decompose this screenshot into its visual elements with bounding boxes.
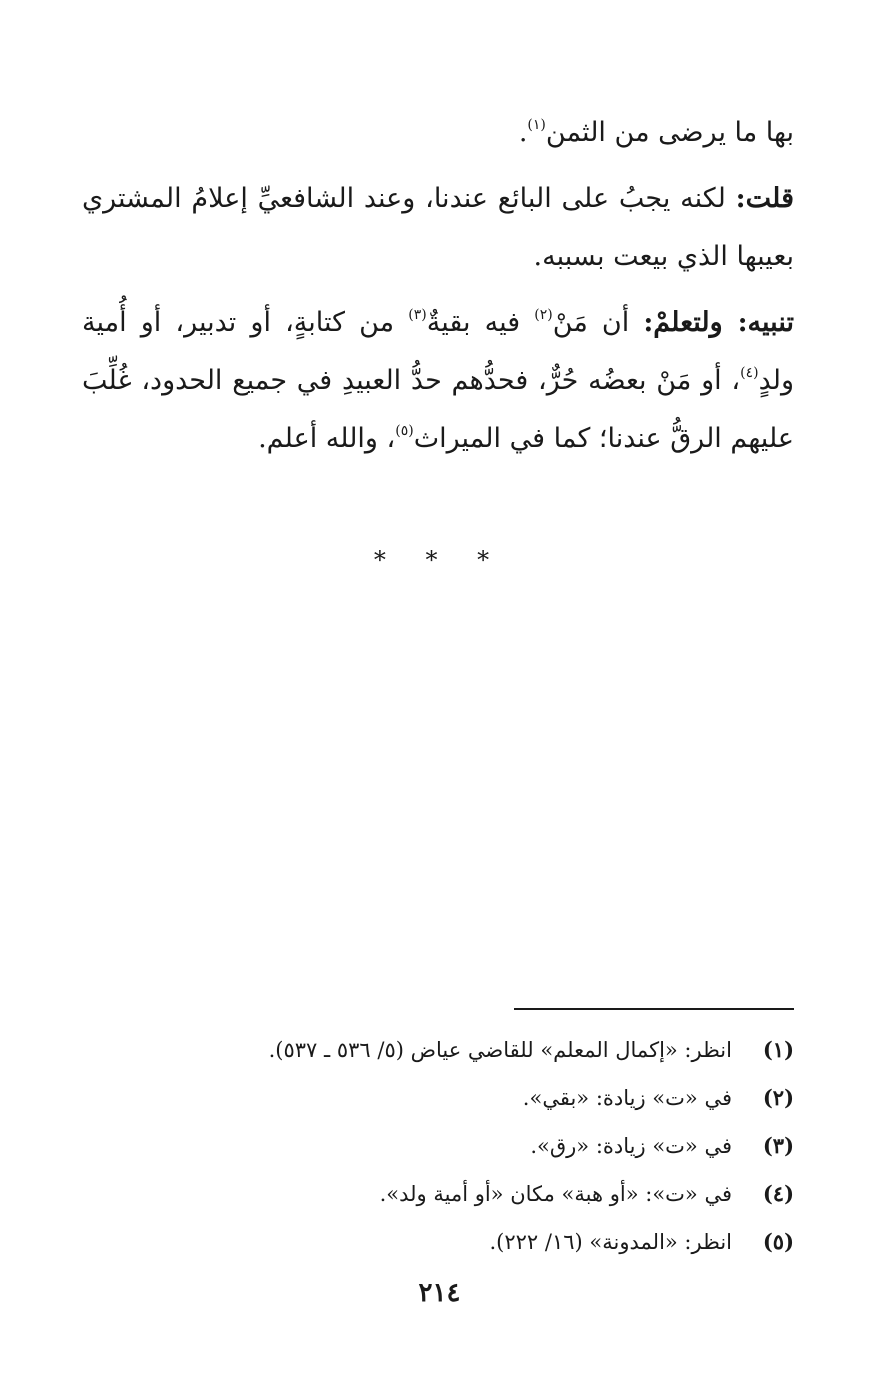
- paragraph-2: [82, 170, 794, 286]
- footnote-number: (٤): [762, 1181, 794, 1206]
- footnote-divider: [514, 1008, 794, 1010]
- footnotes: [150, 1030, 794, 1270]
- footnote-ref-2: (٢): [534, 307, 553, 323]
- footnote-number: (٢): [762, 1085, 794, 1110]
- footnote-ref-4: (٤): [740, 365, 759, 381]
- footnote-ref-5: (٥): [395, 423, 414, 439]
- paragraph-1: [82, 104, 794, 162]
- footnote-5: [150, 1222, 794, 1270]
- paragraph-3: [82, 294, 794, 468]
- footnote-1: [150, 1030, 794, 1078]
- paragraph-2-lead: قلت:: [735, 183, 794, 214]
- footnote-text: في «ت»: «أو هبة» مكان «أو أمية ولد».: [379, 1182, 732, 1206]
- paragraph-3-lead: تنبيه: ولتعلمْ:: [643, 307, 794, 338]
- footnote-text: في «ت» زيادة: «رق».: [530, 1134, 732, 1158]
- footnote-2: [150, 1078, 794, 1126]
- footnote-ref-1: (١): [527, 117, 546, 133]
- paragraph-3-seg-1: أن مَنْ: [552, 307, 644, 338]
- paragraph-3-seg-3: من كتابةٍ، أو تدبير، أو أُمية ولدٍ: [82, 307, 794, 396]
- main-text: [82, 104, 794, 476]
- footnote-text: في «ت» زيادة: «بقي».: [522, 1086, 732, 1110]
- footnote-3: [150, 1126, 794, 1174]
- footnote-4: [150, 1174, 794, 1222]
- footnote-ref-3: (٣): [408, 307, 427, 323]
- footnote-text: انظر: «المدونة» (١٦/ ٢٢٢).: [489, 1230, 732, 1254]
- section-separator: * * *: [373, 546, 506, 574]
- paragraph-3-seg-2: فيه بقيةٌ: [426, 307, 535, 338]
- footnote-number: (٥): [762, 1229, 794, 1254]
- paragraph-3-seg-5: ، والله أعلم.: [258, 423, 396, 454]
- page-number: ٢١٤: [418, 1278, 461, 1308]
- footnote-text: انظر: «إكمال المعلم» للقاضي عياض (٥/ ٥٣٦ ـ ٥٣٧).: [268, 1038, 732, 1062]
- paragraph-2-text: لكنه يجبُ على البائع عندنا، وعند الشافعيِّ إعلامُ المشتري بعيبها الذي بيعت بسببه.: [82, 183, 794, 272]
- footnote-number: (١): [762, 1037, 794, 1062]
- footnote-number: (٣): [762, 1133, 794, 1158]
- paragraph-3-seg-4: ، أو مَنْ بعضُه حُرٌّ، فحدُّهم حدُّ العبيدِ في جميع الحدود، غُلِّبَ عليهم الرقُّ عندنا؛ كما في الميراث: [82, 365, 794, 454]
- paragraph-1-tail: .: [518, 117, 528, 148]
- paragraph-1-text: بها ما يرضى من الثمن: [545, 117, 794, 148]
